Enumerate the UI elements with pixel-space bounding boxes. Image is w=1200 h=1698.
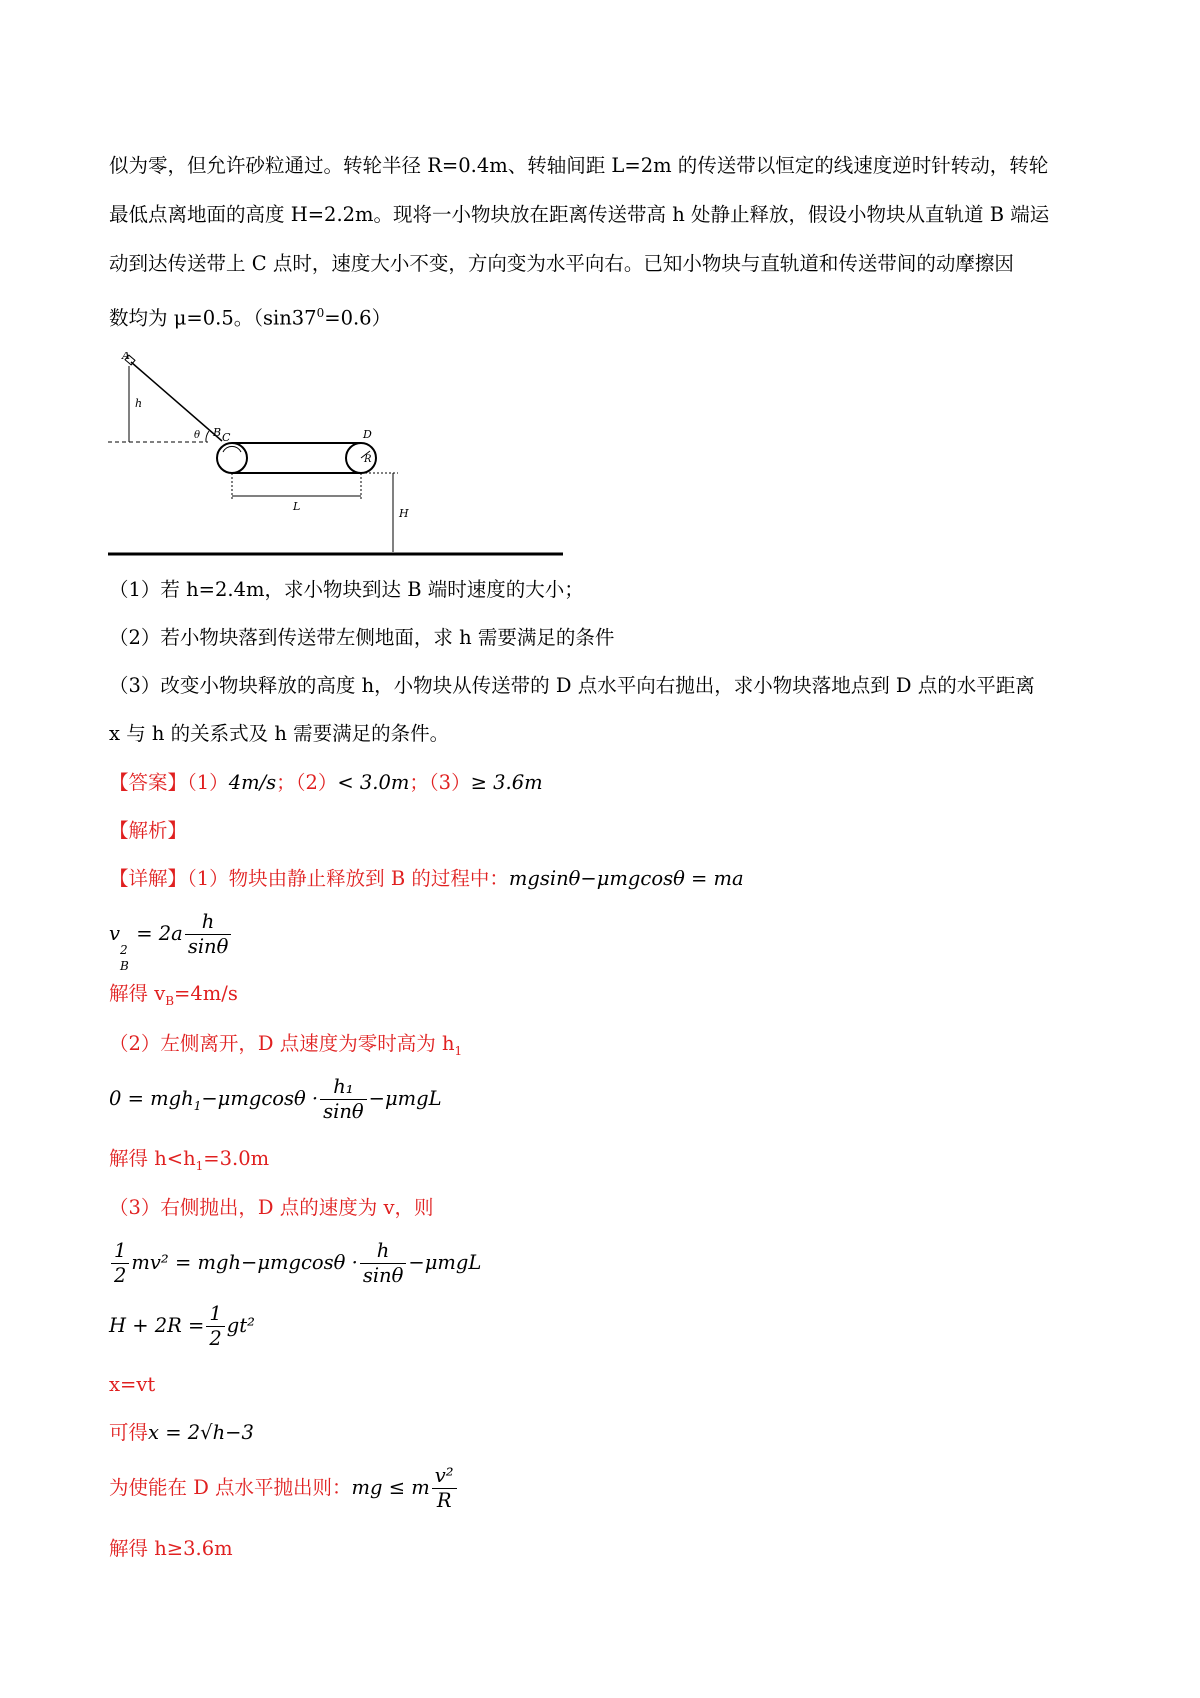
label-H: H (399, 507, 409, 520)
eq3-half-den: 2 (114, 1264, 127, 1287)
problem-line-4-pre: 数均为 μ=0.5。（sin37 (109, 306, 317, 330)
eq-vb-den: sinθ (187, 935, 229, 958)
step-2 (109, 1031, 462, 1064)
eq-6 (109, 1420, 254, 1446)
eq3-num: h (360, 1239, 407, 1264)
problem-line-4 (109, 300, 391, 332)
eq2-lhs: 0 = mgh (109, 1087, 194, 1110)
answer-v2: < 3.0m (337, 771, 410, 794)
eq2-tail: −μmgL (368, 1087, 442, 1110)
rotation-arrow-left (223, 446, 241, 452)
detail-tag: 【详解】 (109, 867, 188, 890)
eq4-num: 1 (206, 1302, 224, 1327)
eq7-lhs: mg ≤ m (351, 1476, 430, 1499)
problem-line-1: 似为零，但允许砂粒通过。转轮半径 R=0.4m、转轴间距 L=2m 的传送带以恒定的线速度逆时针转动，转轮 (109, 154, 1049, 177)
result1-sub: B (165, 993, 175, 1008)
result-1 (109, 981, 238, 1014)
left-wheel (217, 443, 247, 473)
result2-pre: 解得 h<h (109, 1147, 196, 1170)
eq7-pre: 为使能在 D 点水平抛出则： (109, 1476, 352, 1499)
eq-3 (109, 1237, 481, 1289)
eq7-den: R (436, 1489, 452, 1512)
step1-eq: mgsinθ−μmgcosθ = ma (508, 867, 744, 890)
answer-tag: 【答案】 (109, 771, 188, 794)
step2-sub: 1 (454, 1043, 463, 1058)
answer-v3: ≥ 3.6m (470, 771, 543, 794)
result1-pre: 解得 v (109, 982, 166, 1005)
answer-p1: （1） (187, 771, 229, 794)
step2-pre: （2）左侧离开，D 点速度为零时高为 h (109, 1032, 455, 1055)
answer-sep2: ； (409, 771, 429, 794)
eq-vb-num: h (185, 910, 232, 935)
question-3: （3）改变小物块释放的高度 h，小物块从传送带的 D 点水平向右抛出，求小物块落地点到 D 点的水平距离 (109, 674, 1035, 697)
eq-vb-sup: 2 (120, 943, 128, 957)
eq4-tail: gt² (226, 1314, 255, 1337)
eq3-den: sinθ (362, 1264, 404, 1287)
analysis-tag: 【解析】 (109, 819, 188, 842)
eq2-den: sinθ (323, 1100, 364, 1123)
eq4-frac (206, 1302, 224, 1351)
eq-vb-sub: B (120, 959, 129, 973)
answer-p2: （2） (295, 771, 338, 794)
result-2 (109, 1146, 269, 1179)
eq-5: x=vt (109, 1373, 156, 1396)
step-3: （3）右侧抛出，D 点的速度为 v，则 (109, 1196, 434, 1219)
answer-line (109, 770, 543, 796)
eq2-sub: 1 (193, 1098, 202, 1113)
conveyor-diagram (108, 352, 568, 560)
label-B: B (213, 426, 222, 439)
problem-line-3: 动到达传送带上 C 点时，速度大小不变，方向变为水平向右。已知小物块与直轨道和传送带间的动摩擦因 (109, 252, 1014, 275)
result-3: 解得 h≥3.6m (109, 1537, 233, 1560)
detail-step-1 (109, 866, 744, 892)
eq3-tail: −μmgL (408, 1251, 482, 1274)
answer-v1: 4m/s (228, 771, 277, 794)
question-1: （1）若 h=2.4m，求小物块到达 B 端时速度的大小； (109, 578, 584, 601)
eq6-expr: x = 2√h−3 (148, 1421, 254, 1444)
answer-p3: （3） (428, 771, 471, 794)
eq-vb-mid: = 2a (130, 922, 183, 945)
eq2-mid: −μmgcosθ · (201, 1087, 319, 1110)
label-D: D (363, 428, 372, 441)
eq-vb-lhs: v (109, 922, 121, 945)
problem-line-2: 最低点离地面的高度 H=2.2m。现将一小物块放在距离传送带高 h 处静止释放，假设小物块从直轨道 B 端运 (109, 203, 1050, 226)
theta-arc (206, 431, 209, 442)
eq6-pre: 可得 (109, 1421, 149, 1444)
eq3-frac (360, 1239, 407, 1288)
eq-vb-frac (185, 910, 232, 959)
degree-sup: 0 (316, 306, 325, 320)
eq-4 (109, 1300, 255, 1352)
eq4-den: 2 (209, 1327, 222, 1350)
label-A: A (122, 352, 130, 362)
eq-vb (109, 908, 233, 973)
eq4-lhs: H + 2R = (109, 1314, 205, 1337)
result2-sub: 1 (195, 1158, 204, 1173)
eq7-frac (432, 1464, 457, 1513)
step1-text: （1）物块由静止释放到 B 的过程中： (187, 867, 509, 890)
eq3-half-num: 1 (111, 1239, 129, 1264)
eq3-mid: mv² = mgh−μmgcosθ · (131, 1251, 358, 1274)
question-2: （2）若小物块落到传送带左侧地面，求 h 需要满足的条件 (109, 626, 615, 649)
eq-2 (109, 1073, 442, 1125)
result1-post: =4m/s (174, 982, 238, 1005)
label-h: h (135, 397, 143, 410)
eq7-num: v² (432, 1464, 457, 1489)
eq-7 (109, 1462, 459, 1514)
label-L: L (293, 500, 301, 513)
eq2-frac (320, 1075, 367, 1124)
result2-post: =3.0m (203, 1147, 270, 1170)
label-R: R (364, 454, 372, 465)
label-C: C (222, 431, 231, 444)
question-3-cont: x 与 h 的关系式及 h 需要满足的条件。 (109, 722, 450, 745)
answer-sep1: ； (276, 771, 296, 794)
ramp-line (131, 362, 222, 441)
eq2-num: h₁ (320, 1075, 367, 1100)
problem-line-4-post: =0.6） (324, 306, 392, 330)
eq3-half (111, 1239, 129, 1288)
label-theta: θ (194, 430, 201, 441)
